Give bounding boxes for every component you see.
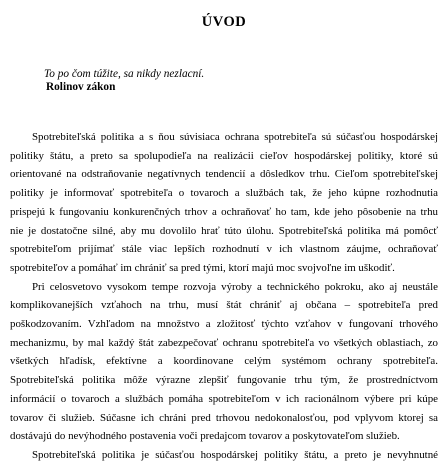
epigraph-quote: To po čom túžite, sa nikdy nezlacní. bbox=[44, 68, 205, 80]
text-line: Spotrebiteľská politika a s ňou súvisiaca ochrana spotrebiteľa sú súčasťou hospodárskej bbox=[32, 131, 438, 143]
text-line: dostávajú do nevýhodného postavenia voči predajcom tovarov a poskytovateľom služieb. bbox=[10, 430, 400, 443]
epigraph-source: Rolinov zákon bbox=[46, 81, 116, 93]
text-line: komplikovanejších vzťahoch na trhu, musí štát chrániť aj občana – spotrebiteľa pred bbox=[10, 299, 438, 312]
text-line: tovarov či služieb. Súčasne ich chráni pred trhovou nedokonalosťou, pod vplyvom ktorej sa bbox=[10, 411, 438, 424]
body-text bbox=[10, 128, 438, 465]
text-line: mechanizmu, by mal každý štát zabezpečovať ochranu spotrebiteľa vo všetkých oblastiach, zo bbox=[10, 336, 438, 349]
text-line: politiky štátu, a preto sa spolupodieľa na realizácii cieľov hospodárskej politiky, ktoré sú bbox=[10, 149, 438, 162]
epigraph bbox=[44, 68, 204, 94]
text-line: prispejú k fungovaniu konkurenčných trhov a ochraňovať ho tam, kde jeho pôsobenie na trhu bbox=[10, 205, 438, 218]
text-line: spotrebiteľom prijímať stále viac lepších rozhodnutí v ich vlastnom záujme, ochraňovať bbox=[10, 243, 438, 256]
text-line: politiky je informovať spotrebiteľa o tovaroch a službách tak, že jeho kúpne rozhodnutia bbox=[10, 187, 438, 200]
document-title: ÚVOD bbox=[201, 14, 247, 30]
text-line: Spotrebiteľská politika môže výrazne zlepšiť fungovanie trhu tým, že prostredníctvom bbox=[10, 374, 438, 387]
text-line: nie je dostatočne silné, aby mu dovolilo hrať túto úlohu. Spotrebiteľská politika má pomôcť bbox=[10, 224, 438, 237]
text-line: Pri celosvetovo vysokom tempe rozvoja výroby a technického pokroku, ako aj neustále bbox=[32, 280, 438, 293]
text-line: poškodzovaním. Vzhľadom na množstvo a zložitosť týchto vzťahov v fungovaní trhového bbox=[10, 318, 438, 331]
text-line: všetkých hľadísk, efektívne a koordinovane celým systémom ochrany spotrebiteľa. bbox=[10, 355, 438, 368]
text-line: spotrebiteľov a pomáhať im chrániť sa pred tými, ktorí majú moc svojvoľne im uškodiť. bbox=[10, 261, 395, 274]
text-line: informácií o tovaroch a službách pomáha spotrebiteľom v ich racionálnom výbere pri kúpe bbox=[10, 392, 438, 405]
text-line: Spotrebiteľská politika je súčasťou hospodárskej politiky štátu, a preto je nevyhnutné bbox=[32, 448, 438, 461]
text-line: orientované na odstraňovanie negatívnych tendencií a dôsledkov trhu. Cieľom spotrebiteľskej bbox=[10, 168, 438, 181]
